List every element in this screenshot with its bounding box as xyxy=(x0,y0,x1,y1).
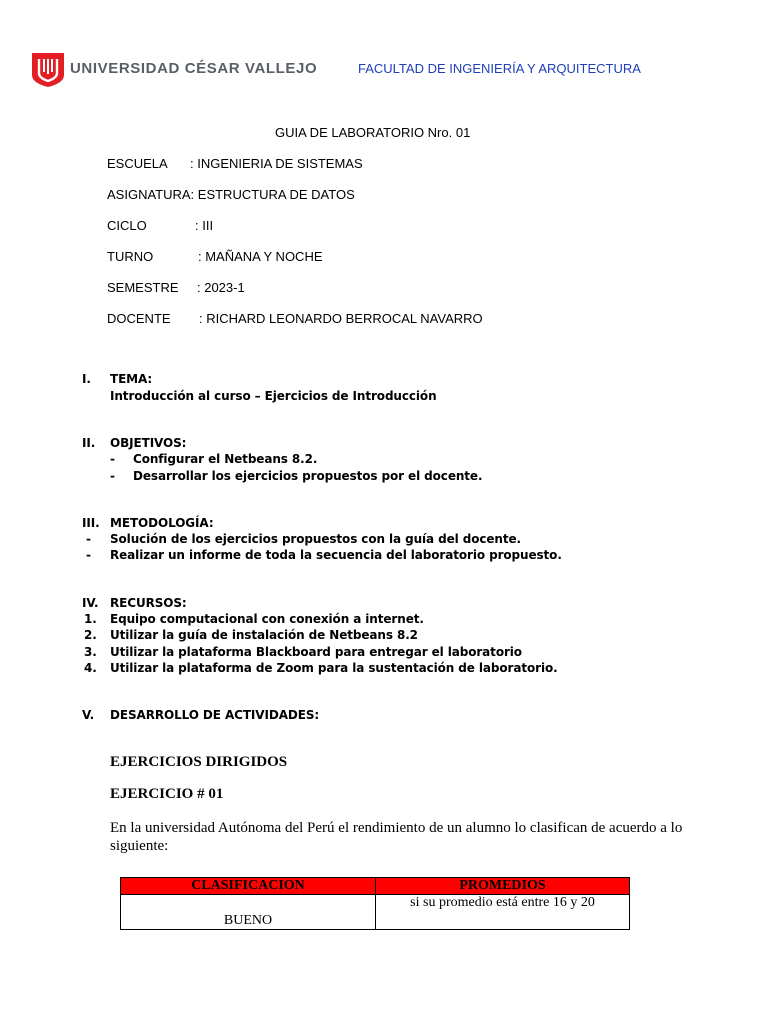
table-header-cell: PROMEDIOS xyxy=(376,878,630,895)
document-title: GUIA DE LABORATORIO Nro. 01 xyxy=(275,125,471,140)
ejercicio-text: En la universidad Autónoma del Perú el rendimiento de un alumno lo clasifican de acuerdo a lo siguiente: xyxy=(110,820,683,854)
section-number-objetivos: II. xyxy=(82,436,96,450)
bullet-dash: - xyxy=(110,469,115,483)
info-value-semestre: : 2023-1 xyxy=(197,280,245,295)
info-value-ciclo: : III xyxy=(195,218,214,233)
list-number: 2. xyxy=(84,628,97,642)
info-value-docente: : RICHARD LEONARDO BERROCAL NAVARRO xyxy=(199,311,483,326)
table-row xyxy=(121,895,630,930)
objetivo-item: Configurar el Netbeans 8.2. xyxy=(133,452,318,466)
clasificacion-table xyxy=(120,877,630,930)
list-number: 1. xyxy=(84,612,97,626)
university-logo-icon xyxy=(32,53,64,87)
recurso-item: Equipo computacional con conexión a internet. xyxy=(110,612,424,626)
section-title-tema: TEMA: xyxy=(110,372,153,386)
table-header-cell: CLASIFICACION xyxy=(121,878,376,895)
info-value-escuela: : INGENIERIA DE SISTEMAS xyxy=(190,156,363,171)
bullet-dash: - xyxy=(86,532,91,546)
info-label-semestre: SEMESTRE xyxy=(107,280,179,295)
section-title-metodologia: METODOLOGÍA: xyxy=(110,516,214,530)
table-cell: BUENO xyxy=(121,895,376,930)
ejercicio-title: EJERCICIO # 01 xyxy=(110,786,224,802)
section-title-recursos: RECURSOS: xyxy=(110,596,187,610)
info-label-docente: DOCENTE xyxy=(107,311,171,326)
tema-text: Introducción al curso – Ejercicios de Introducción xyxy=(110,389,437,403)
recurso-item: Utilizar la guía de instalación de Netbeans 8.2 xyxy=(110,628,418,642)
recurso-item: Utilizar la plataforma de Zoom para la sustentación de laboratorio. xyxy=(110,661,558,675)
bullet-dash: - xyxy=(110,452,115,466)
info-label-turno: TURNO xyxy=(107,249,154,264)
section-title-objetivos: OBJETIVOS: xyxy=(110,436,187,450)
metodologia-item: Solución de los ejercicios propuestos con la guía del docente. xyxy=(110,532,521,546)
ejercicios-heading: EJERCICIOS DIRIGIDOS xyxy=(110,754,288,770)
list-number: 4. xyxy=(84,661,97,675)
metodologia-item: Realizar un informe de toda la secuencia del laboratorio propuesto. xyxy=(110,548,562,562)
section-number-metodologia: III. xyxy=(82,516,100,530)
section-number-desarrollo: V. xyxy=(82,708,95,722)
list-number: 3. xyxy=(84,645,97,659)
info-label-asignatura: ASIGNATURA: ESTRUCTURA DE DATOS xyxy=(107,187,355,202)
objetivo-item: Desarrollar los ejercicios propuestos por el docente. xyxy=(133,469,483,483)
table-cell: si su promedio está entre 16 y 20 xyxy=(376,895,630,930)
faculty-name: FACULTAD DE INGENIERÍA Y ARQUITECTURA xyxy=(358,61,641,76)
recurso-item: Utilizar la plataforma Blackboard para entregar el laboratorio xyxy=(110,645,522,659)
bullet-dash: - xyxy=(86,548,91,562)
university-name: UNIVERSIDAD CÉSAR VALLEJO xyxy=(70,60,318,77)
info-value-turno: : MAÑANA Y NOCHE xyxy=(198,249,323,264)
section-number-tema: I. xyxy=(82,372,91,386)
info-label-escuela: ESCUELA xyxy=(107,156,168,171)
section-title-desarrollo: DESARROLLO DE ACTIVIDADES: xyxy=(110,708,320,722)
info-label-ciclo: CICLO xyxy=(107,218,147,233)
section-number-recursos: IV. xyxy=(82,596,99,610)
table-header-row xyxy=(121,878,630,895)
